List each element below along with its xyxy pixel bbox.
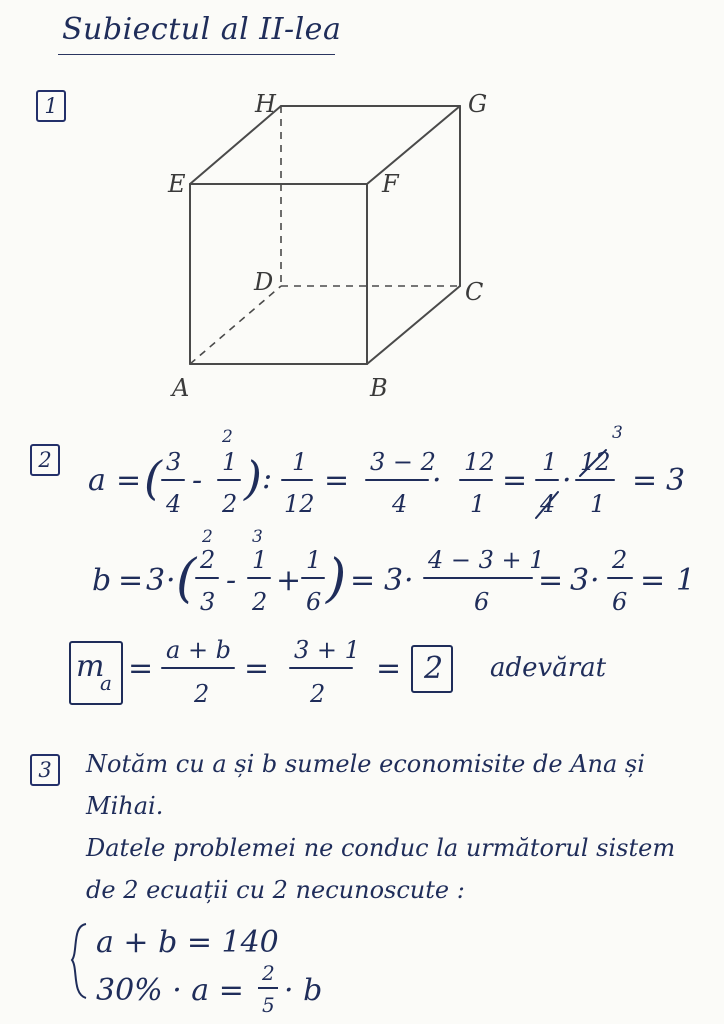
a-frac1-den: 4 (166, 490, 182, 518)
b-frac2-den: 2 (252, 588, 268, 616)
b-result: 1 (676, 563, 696, 598)
b-frac1-num: 2 (200, 546, 216, 574)
b-frac5-den: 6 (612, 588, 628, 616)
a-div: : (262, 461, 273, 496)
a-eq3: = (502, 463, 528, 498)
a-close-paren: ) (244, 451, 262, 505)
ma-frac2-den: 2 (310, 680, 326, 708)
a-frac5-num: 12 (464, 448, 495, 476)
b-eq3: = (538, 563, 564, 598)
b-eq: = (118, 563, 144, 598)
system-eq1: a + b = 140 (96, 925, 279, 960)
a-frac2-num: 1 (222, 448, 238, 476)
b-frac5-num: 2 (612, 546, 628, 574)
a-result: 3 (666, 463, 686, 498)
a-frac5-den: 1 (470, 490, 486, 518)
a-dot2: · (562, 463, 572, 498)
a-frac4-num: 3 − 2 (370, 448, 436, 476)
b-frac2-num: 1 (252, 546, 268, 574)
b-open-paren: ( (176, 549, 197, 609)
a-frac1-num: 3 (166, 448, 182, 476)
a-frac6-num: 1 (542, 448, 558, 476)
b-dot2: · (404, 563, 414, 598)
system-eq2-frac-den: 5 (262, 993, 275, 1017)
b-frac1-amp: 2 (202, 527, 213, 547)
b-dot: · (166, 563, 176, 598)
b-minus: - (226, 563, 237, 598)
a-lhs: a (88, 463, 106, 498)
b-eq4: = (640, 563, 666, 598)
b-frac2-amp: 3 (252, 527, 263, 547)
b-dot3: · (590, 563, 600, 598)
b-coef3: 3 (570, 563, 590, 598)
a-frac7-den: 1 (590, 490, 606, 518)
equation-system (0, 912, 724, 1022)
vertex-label-A: A (172, 374, 190, 402)
a-frac4-den: 4 (392, 490, 408, 518)
system-eq2-frac-num: 2 (262, 961, 275, 985)
ma-frac1-num: a + b (166, 636, 232, 664)
ma-lhs: m (76, 649, 105, 684)
a-dot1: · (432, 463, 442, 498)
a-frac7-simp: 3 (612, 423, 623, 443)
a-minus: - (192, 463, 203, 498)
vertex-label-F: F (382, 170, 399, 198)
b-frac4-den: 6 (474, 588, 490, 616)
a-eq: = (116, 463, 142, 498)
vertex-label-B: B (370, 374, 388, 402)
page-title: Subiectul al II-lea (62, 12, 342, 47)
a-frac3-num: 1 (292, 448, 308, 476)
problem-3-text-line-2: Mihai. (86, 792, 164, 820)
problem-3-text-line-1: Notăm cu a și b sumele economisite de Ana și (86, 750, 645, 778)
a-frac2-amp: 2 (222, 427, 233, 447)
a-frac2-den: 2 (222, 490, 238, 518)
b-frac4-num: 4 − 3 + 1 (428, 546, 545, 574)
vertex-label-D: D (254, 268, 274, 296)
ma-eq: = (128, 651, 154, 686)
b-frac3-den: 6 (306, 588, 322, 616)
problem-1-number: 1 (36, 90, 66, 122)
b-frac1-den: 3 (200, 588, 216, 616)
edge-BC (367, 286, 460, 364)
b-coef: 3 (146, 563, 166, 598)
a-eq2: = (324, 463, 350, 498)
b-close-paren: ) (326, 549, 347, 609)
cube-figure (0, 0, 724, 420)
system-brace (72, 924, 86, 998)
edge-AD-hidden (190, 286, 281, 364)
problem-2-math (0, 420, 724, 710)
a-frac3-den: 12 (284, 490, 315, 518)
a-frac6-den: 4 (540, 490, 556, 518)
ma-frac2-num: 3 + 1 (294, 636, 360, 664)
b-coef2: 3 (384, 563, 404, 598)
problem-3-text-line-3: Datele problemei ne conduc la următorul sistem (86, 834, 676, 862)
vertex-label-C: C (465, 278, 484, 306)
ma-result: 2 (424, 651, 444, 686)
system-eq2-rhs: · b (284, 973, 323, 1008)
vertex-label-E: E (168, 170, 186, 198)
b-plus: + (276, 563, 302, 598)
a-eq4: = (632, 463, 658, 498)
b-eq2: = (350, 563, 376, 598)
ma-eq3: = (376, 651, 402, 686)
problem-3-number: 3 (30, 754, 60, 786)
ma-sub: a (100, 671, 112, 695)
a-open-paren: ( (144, 451, 162, 505)
vertex-label-H: H (255, 90, 276, 118)
ma-verdict: adevărat (490, 653, 607, 683)
b-lhs: b (92, 563, 112, 598)
system-eq2-lhs: 30% · a = (96, 973, 244, 1008)
vertex-label-G: G (468, 90, 488, 118)
b-frac3-num: 1 (306, 546, 322, 574)
edge-FG (367, 106, 460, 184)
problem-2-number: 2 (30, 444, 60, 476)
ma-frac1-den: 2 (194, 680, 210, 708)
problem-3-text-line-4: de 2 ecuații cu 2 necunoscute : (86, 876, 465, 904)
ma-eq2: = (244, 651, 270, 686)
a-frac7-num: 12 (580, 448, 611, 476)
